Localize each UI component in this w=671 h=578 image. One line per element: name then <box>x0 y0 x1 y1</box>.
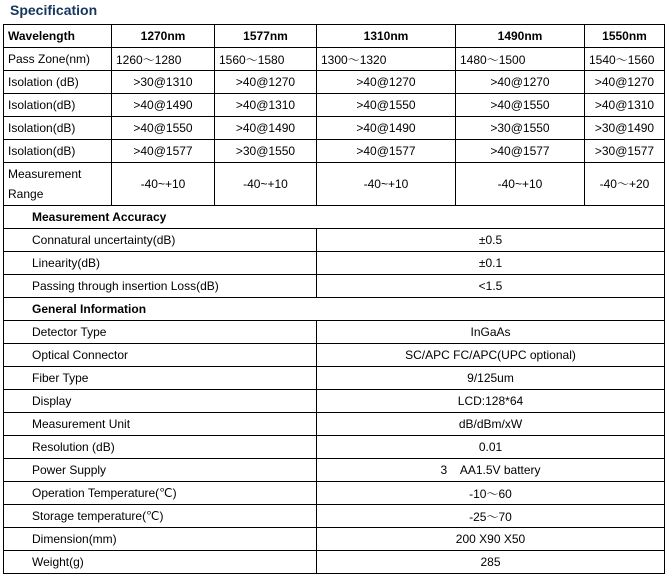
spec-label: Dimension(mm) <box>4 528 317 551</box>
spec-value: 9/125um <box>317 367 665 390</box>
row-label: Isolation(dB) <box>4 117 112 140</box>
wavelength-1550: 1550nm <box>585 25 665 48</box>
row-label: Isolation(dB) <box>4 140 112 163</box>
cell: >30@1550 <box>215 140 317 163</box>
cell: 1540～1560 <box>585 48 665 71</box>
spec-row <box>4 367 665 390</box>
cell: 1480～1500 <box>456 48 585 71</box>
spec-row <box>4 459 665 482</box>
isolation-row <box>4 140 665 163</box>
cell: >40@1490 <box>317 117 456 140</box>
spec-row <box>4 436 665 459</box>
spec-label: Power Supply <box>4 459 317 482</box>
wavelength-1310: 1310nm <box>317 25 456 48</box>
cell: >40@1270 <box>585 71 665 94</box>
spec-label: Linearity(dB) <box>4 252 317 275</box>
spec-value: -25～70 <box>317 505 665 528</box>
cell: -40~+10 <box>112 163 215 206</box>
spec-value: 0.01 <box>317 436 665 459</box>
spec-row <box>4 390 665 413</box>
spec-row <box>4 275 665 298</box>
spec-value: -10～60 <box>317 482 665 505</box>
spec-value: ±0.5 <box>317 229 665 252</box>
cell: >40@1490 <box>215 117 317 140</box>
cell: >30@1310 <box>112 71 215 94</box>
spec-label: Connatural uncertainty(dB) <box>4 229 317 252</box>
spec-row <box>4 344 665 367</box>
spec-label: Optical Connector <box>4 344 317 367</box>
cell: >40@1550 <box>456 94 585 117</box>
cell: >40@1550 <box>112 117 215 140</box>
spec-value: InGaAs <box>317 321 665 344</box>
spec-label: Operation Temperature(℃) <box>4 482 317 505</box>
cell: >40@1550 <box>317 94 456 117</box>
section-heading: Measurement Accuracy <box>4 206 665 229</box>
spec-value: <1.5 <box>317 275 665 298</box>
spec-value: 285 <box>317 551 665 574</box>
measurement-range-row <box>4 163 665 206</box>
isolation-row <box>4 94 665 117</box>
page-title: Specification <box>10 2 98 18</box>
spec-row <box>4 505 665 528</box>
cell: 1300～1320 <box>317 48 456 71</box>
cell: >40@1577 <box>456 140 585 163</box>
cell: >40@1310 <box>585 94 665 117</box>
cell: 1260～1280 <box>112 48 215 71</box>
cell: -40~+10 <box>317 163 456 206</box>
cell: >40@1577 <box>317 140 456 163</box>
section-heading-row <box>4 206 665 229</box>
row-label: Measurement Range <box>4 163 112 206</box>
cell: >30@1550 <box>456 117 585 140</box>
spec-value: SC/APC FC/APC(UPC optional) <box>317 344 665 367</box>
spec-label: Resolution (dB) <box>4 436 317 459</box>
row-label: Isolation(dB) <box>4 94 112 117</box>
cell: >40@1310 <box>215 94 317 117</box>
spec-row <box>4 413 665 436</box>
spec-label: Passing through insertion Loss(dB) <box>4 275 317 298</box>
row-label: Isolation (dB) <box>4 71 112 94</box>
spec-row <box>4 252 665 275</box>
cell: >40@1270 <box>215 71 317 94</box>
spec-value: 3 AA1.5V battery <box>317 459 665 482</box>
cell: 1560～1580 <box>215 48 317 71</box>
spec-label: Weight(g) <box>4 551 317 574</box>
wavelength-1577: 1577nm <box>215 25 317 48</box>
wavelength-label: Wavelength <box>4 25 112 48</box>
section-heading: General Information <box>4 298 665 321</box>
spec-row <box>4 482 665 505</box>
cell: >30@1577 <box>585 140 665 163</box>
spec-value: ±0.1 <box>317 252 665 275</box>
pass-zone-row <box>4 48 665 71</box>
spec-row <box>4 229 665 252</box>
wavelength-1270: 1270nm <box>112 25 215 48</box>
wavelength-header-row <box>4 25 665 48</box>
cell: -40~+10 <box>215 163 317 206</box>
cell: >40@1490 <box>112 94 215 117</box>
cell: >40@1270 <box>317 71 456 94</box>
cell: >30@1490 <box>585 117 665 140</box>
spec-label: Detector Type <box>4 321 317 344</box>
spec-value: dB/dBm/xW <box>317 413 665 436</box>
spec-value: 200 X90 X50 <box>317 528 665 551</box>
spec-row <box>4 321 665 344</box>
spec-label: Measurement Unit <box>4 413 317 436</box>
spec-label: Fiber Type <box>4 367 317 390</box>
cell: -40~+10 <box>456 163 585 206</box>
specification-table <box>3 24 665 574</box>
isolation-row <box>4 71 665 94</box>
section-heading-row <box>4 298 665 321</box>
spec-value: LCD:128*64 <box>317 390 665 413</box>
wavelength-1490: 1490nm <box>456 25 585 48</box>
row-label: Pass Zone(nm) <box>4 48 112 71</box>
cell: -40～+20 <box>585 163 665 206</box>
spec-row <box>4 551 665 574</box>
isolation-row <box>4 117 665 140</box>
spec-label: Storage temperature(℃) <box>4 505 317 528</box>
spec-label: Display <box>4 390 317 413</box>
cell: >40@1270 <box>456 71 585 94</box>
spec-row <box>4 528 665 551</box>
cell: >40@1577 <box>112 140 215 163</box>
